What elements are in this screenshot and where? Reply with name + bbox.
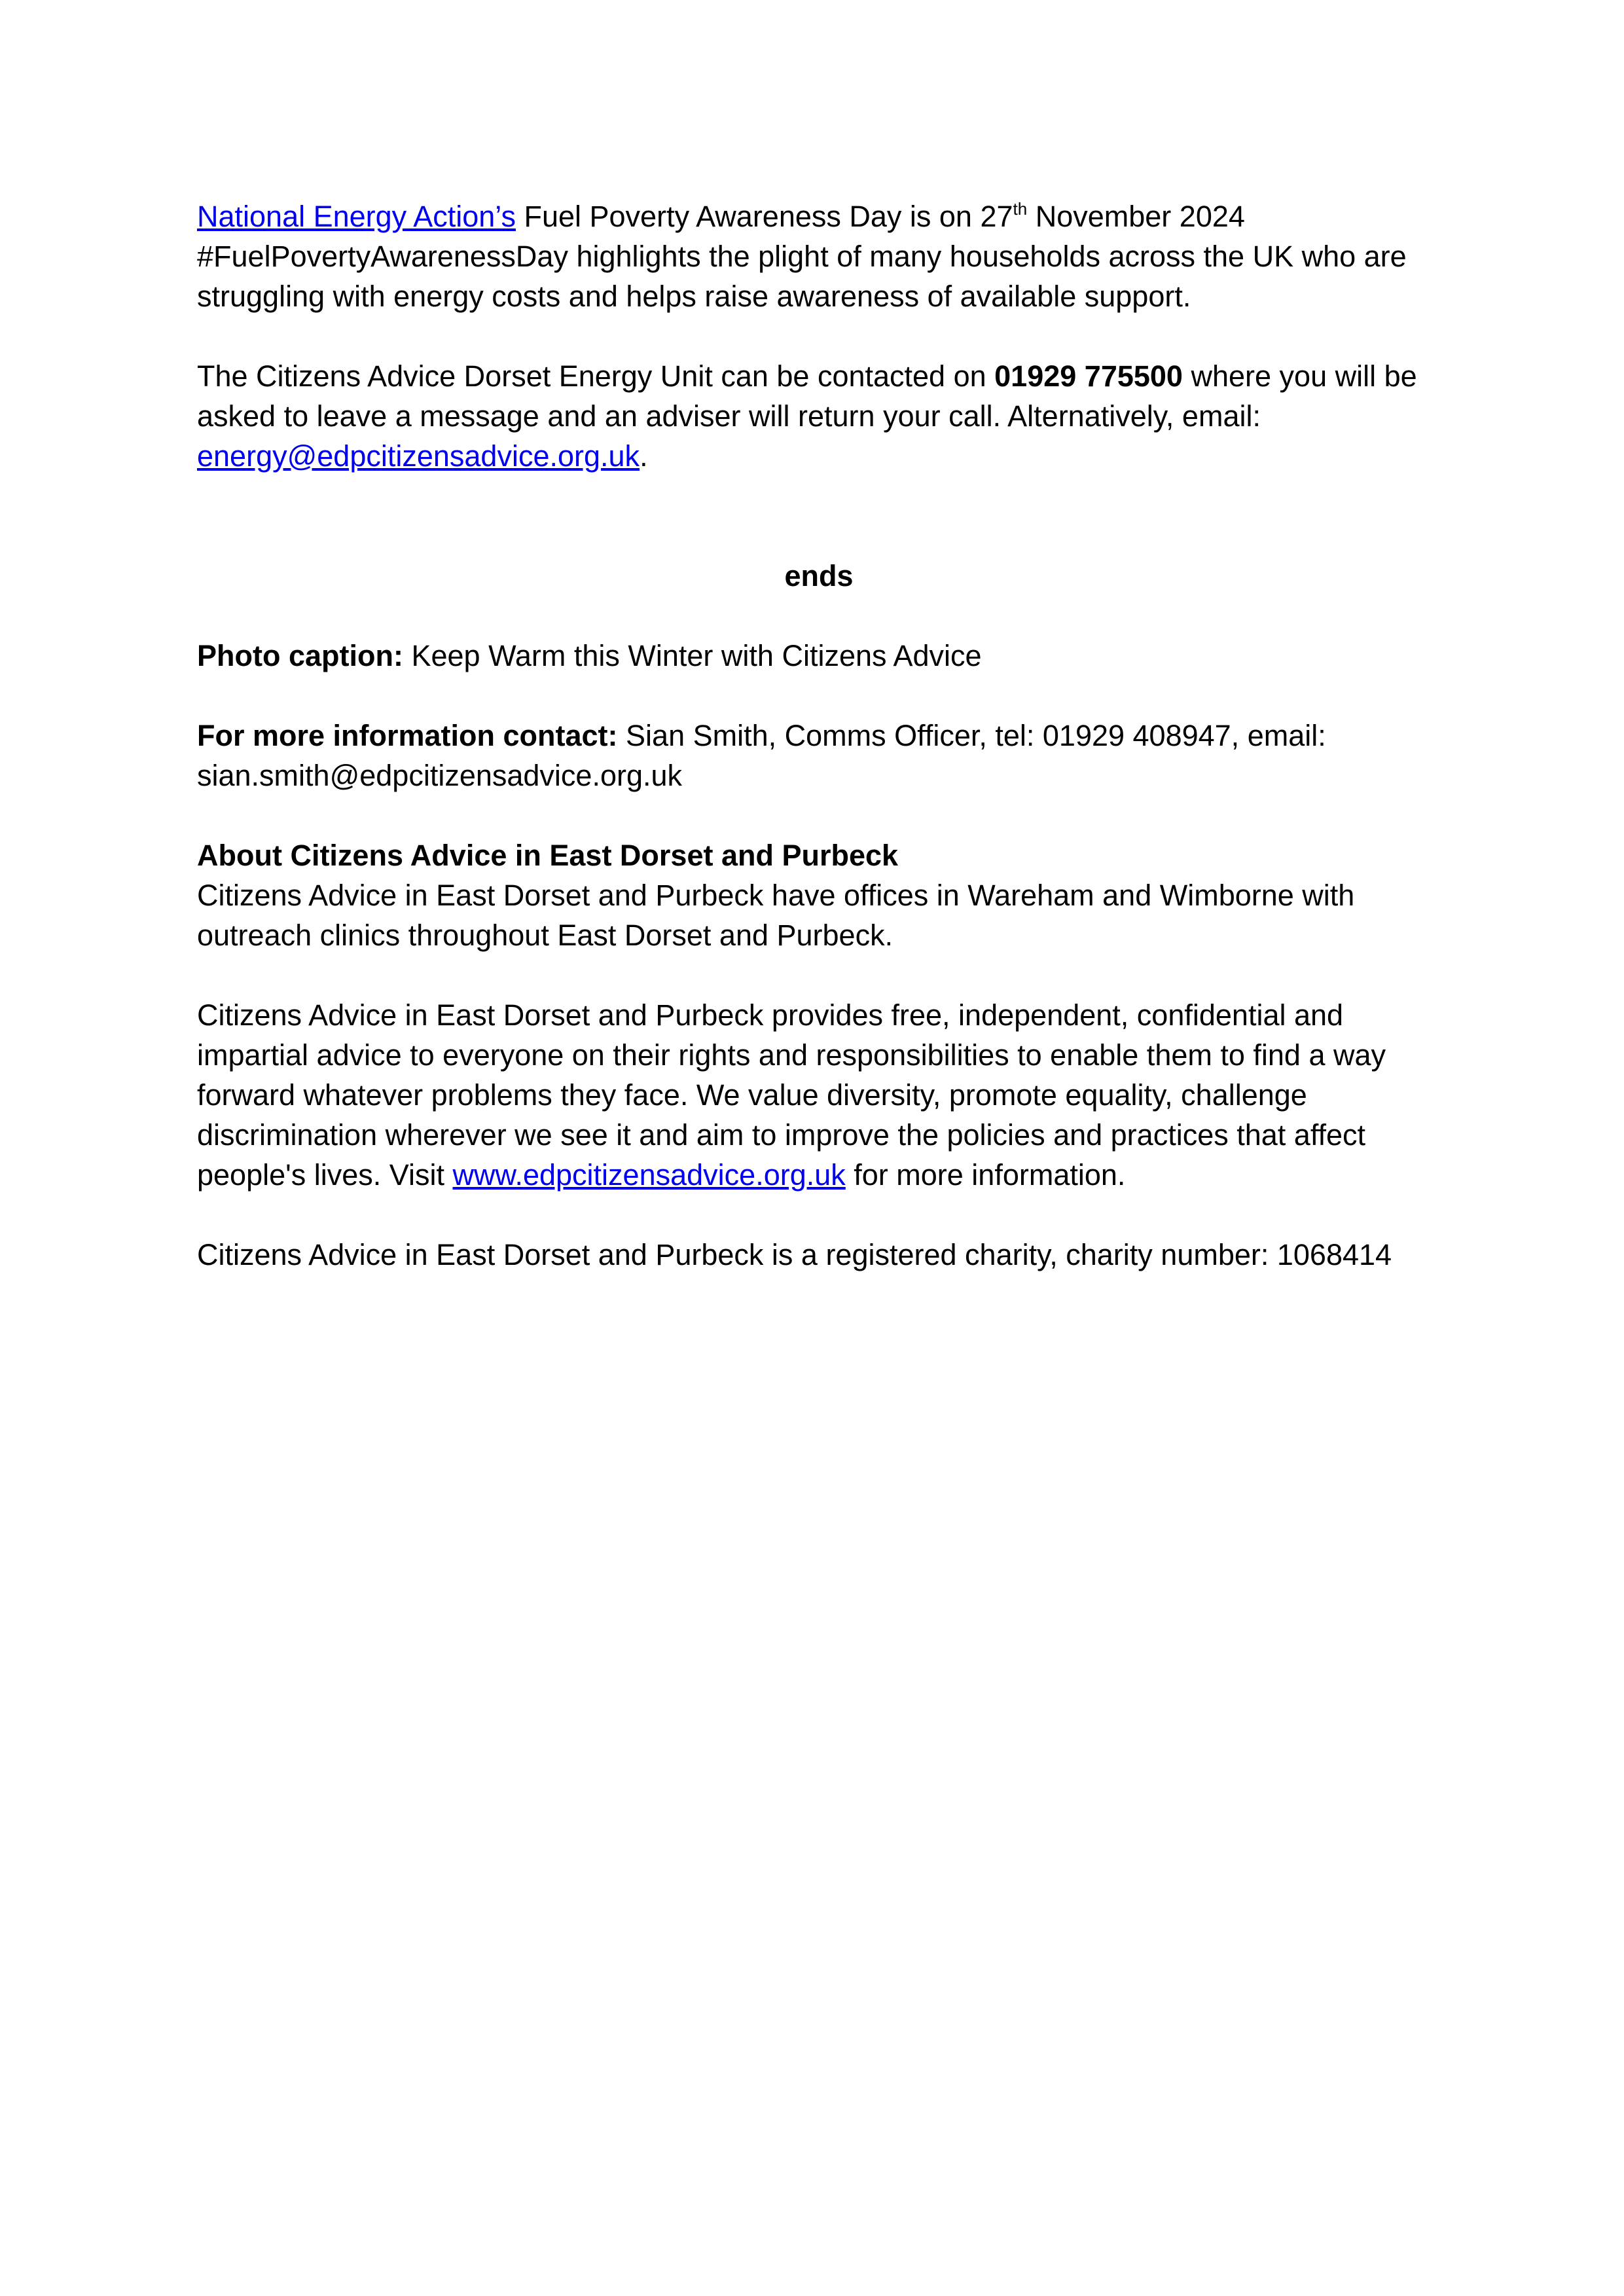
contact-text: Sian Smith, Comms Officer, tel: 01929 408947, email: sian.smith@edpcitizensadvice.org.uk <box>197 719 1326 792</box>
energy-unit-phone: 01929 775500 <box>994 359 1183 393</box>
photo-caption-label: Photo caption: <box>197 639 403 672</box>
contact-paragraph <box>197 716 1441 795</box>
contact-label: For more information contact: <box>197 719 618 752</box>
photo-caption-paragraph <box>197 636 1441 676</box>
about-heading: About Citizens Advice in East Dorset and Purbeck <box>197 839 899 872</box>
energy-unit-text-b: where you will be asked to leave a message and an adviser will return your call. Alternatively, email: <box>197 359 1417 433</box>
intro-text-a: Fuel Poverty Awareness Day is on 27 <box>515 200 1013 233</box>
intro-paragraph <box>197 196 1441 316</box>
website-link[interactable]: www.edpcitizensadvice.org.uk <box>452 1158 846 1192</box>
about-paragraph-1: Citizens Advice in East Dorset and Purbeck have offices in Wareham and Wimborne with outreach clinics throughout East Dorset and Purbeck. <box>197 879 1355 952</box>
about-paragraph-2 <box>197 995 1441 1195</box>
energy-email-link[interactable]: energy@edpcitizensadvice.org.uk <box>197 439 640 473</box>
energy-unit-text-c: . <box>640 439 648 473</box>
energy-unit-text-a: The Citizens Advice Dorset Energy Unit can be contacted on <box>197 359 995 393</box>
about-paragraph-2-text-b: for more information. <box>845 1158 1126 1192</box>
intro-text-b: November 2024 <box>1027 200 1245 233</box>
ends-marker: ends <box>784 559 854 592</box>
document-body <box>197 196 1441 1275</box>
intro-text-hashtag: #FuelPovertyAwarenessDay highlights the plight of many households across the UK who are struggling with energy costs and helps raise awareness of available support. <box>197 240 1407 313</box>
charity-statement: Citizens Advice in East Dorset and Purbeck is a registered charity, charity number: 1068414 <box>197 1238 1392 1271</box>
intro-superscript: th <box>1013 199 1028 219</box>
photo-caption-text: Keep Warm this Winter with Citizens Advice <box>403 639 982 672</box>
national-energy-action-link[interactable]: National Energy Action’s <box>197 200 516 233</box>
about-paragraph-2-text-a: Citizens Advice in East Dorset and Purbeck provides free, independent, confidential and impartial advice to everyone on their rights and responsibilities to enable them to find a way forward whatever problems they face. We value diversity, promote equality, challenge discrimination wherever we see it and aim to improve the policies and practices that affect people's lives. Visit <box>197 998 1386 1192</box>
energy-unit-paragraph <box>197 356 1441 476</box>
